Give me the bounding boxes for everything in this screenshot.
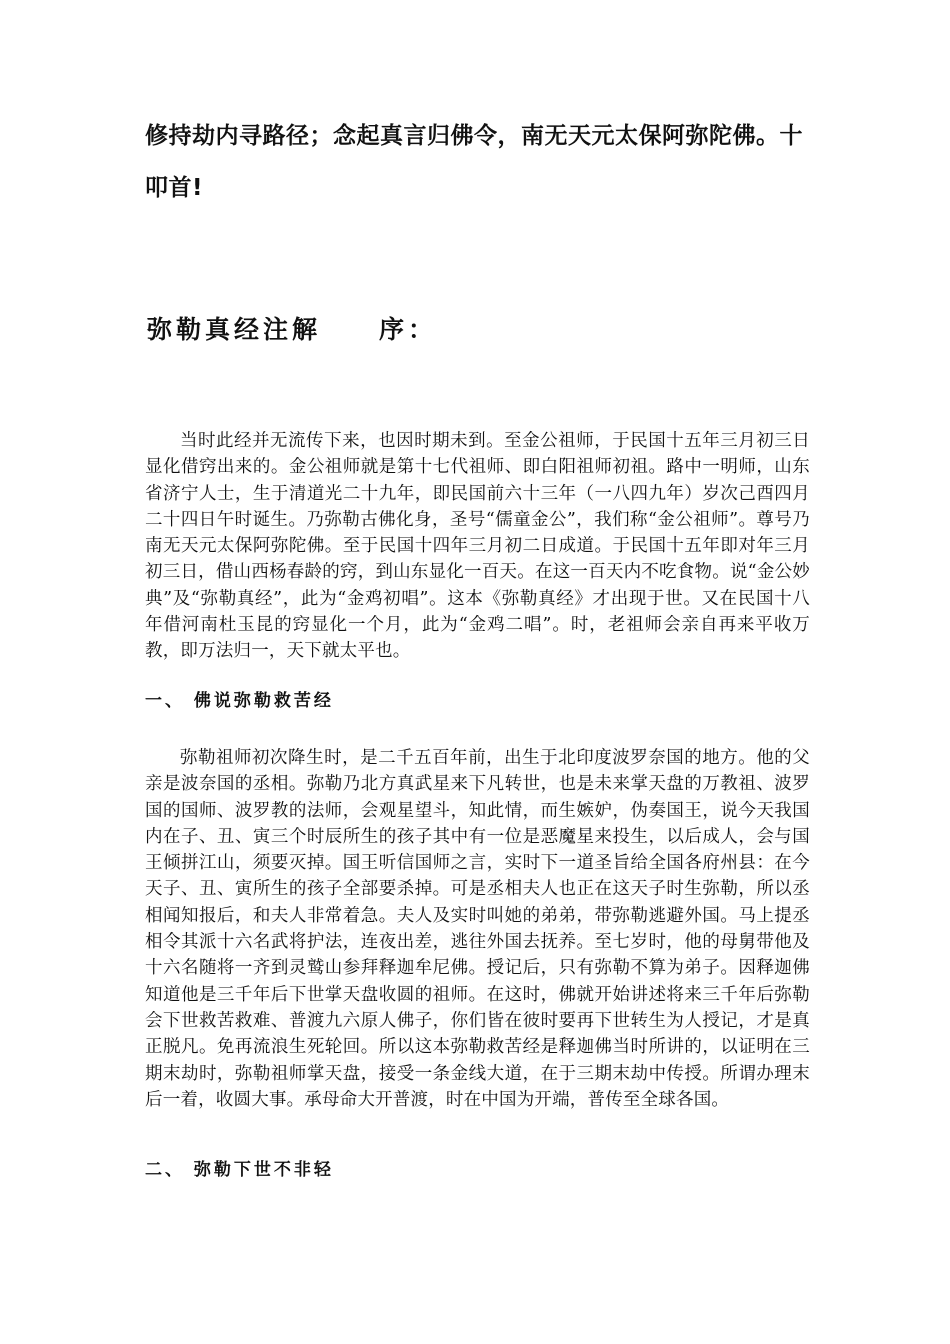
- opening-verse: 修持劫内寻路径；念起真言归佛令，南无天元太保阿弥陀佛。十叩首!: [145, 123, 803, 201]
- section-1-paragraph: 弥勒祖师初次降生时，是二千五百年前，出生于北印度波罗奈国的地方。他的父亲是波奈国的丞相。弥勒乃北方真武星来下凡转世，也是未来掌天盘的万教祖、波罗国的国师、波罗教的法师，会观星望斗，知此情，而生嫉妒，伪奏国王，说今天我国内在子、丑、寅三个时辰所生的孩子其中有一位是恶魔星来投生，以后成人，会与国王倾拼江山，须要灭掉。国王听信国师之言，实时下一道圣旨给全国各府州县：在今天子、丑、寅所生的孩子全部要杀掉。可是丞相夫人也正在这天子时生弥勒，所以丞相闻知报后，和夫人非常着急。夫人及实时叫她的弟弟，带弥勒逃避外国。马上提丞相令其派十六名武将护法，连夜出差，逃往外国去抚养。至七岁时，他的母舅带他及十六名随将一齐到灵鹫山参拜释迦牟尼佛。授记后，只有弥勒不算为弟子。因释迦佛知道他是三千年后下世掌天盘收圆的祖师。在这时，佛就开始讲述将来三千年后弥勒会下世救苦救难、普渡九六原人佛子，你们皆在彼时要再下世转生为人授记，才是真正脱凡。免再流浪生死轮回。所以这本弥勒救苦经是释迦佛当时所讲的，以证明在三期末劫时，弥勒祖师掌天盘，接受一条金线大道，在于三期末劫中传授。所谓办理末后一着，收圆大事。承母命大开普渡，时在中国为开端，普传至全球各国。: [145, 748, 810, 1110]
- section-heading-2: 二、 弥勒下世不非轻: [145, 1160, 334, 1180]
- section-heading-1: 一、 佛说弥勒救苦经: [145, 691, 334, 711]
- scripture-title: [147, 310, 437, 346]
- preface-paragraph: 当时此经并无流传下来，也因时期未到。至金公祖师，于民国十五年三月初三日显化借窍出来的。金公祖师就是第十七代祖师、即白阳祖师初祖。路中一明师，山东省济宁人士，生于清道光二十九年，即民国前六十三年（一八四九年）岁次己酉四月二十四日午时诞生。乃弥勒古佛化身，圣号“儒童金公”，我们称“金公祖师”。尊号乃南无天元太保阿弥陀佛。至于民国十四年三月初二日成道。于民国十五年即对年三月初三日，借山西杨春龄的窍，到山东显化一百天。在这一百天内不吃食物。说“金公妙典”及“弥勒真经”，此为“金鸡初唱”。这本《弥勒真经》才出现于世。又在民国十八年借河南杜玉昆的窍显化一个月，此为“金鸡二唱”。时，老祖师会亲自再来平收万教，即万法归一，天下就太平也。: [145, 431, 810, 662]
- scripture-title-name: 弥勒真经注解: [147, 315, 322, 344]
- preface-label: 序：: [379, 315, 438, 344]
